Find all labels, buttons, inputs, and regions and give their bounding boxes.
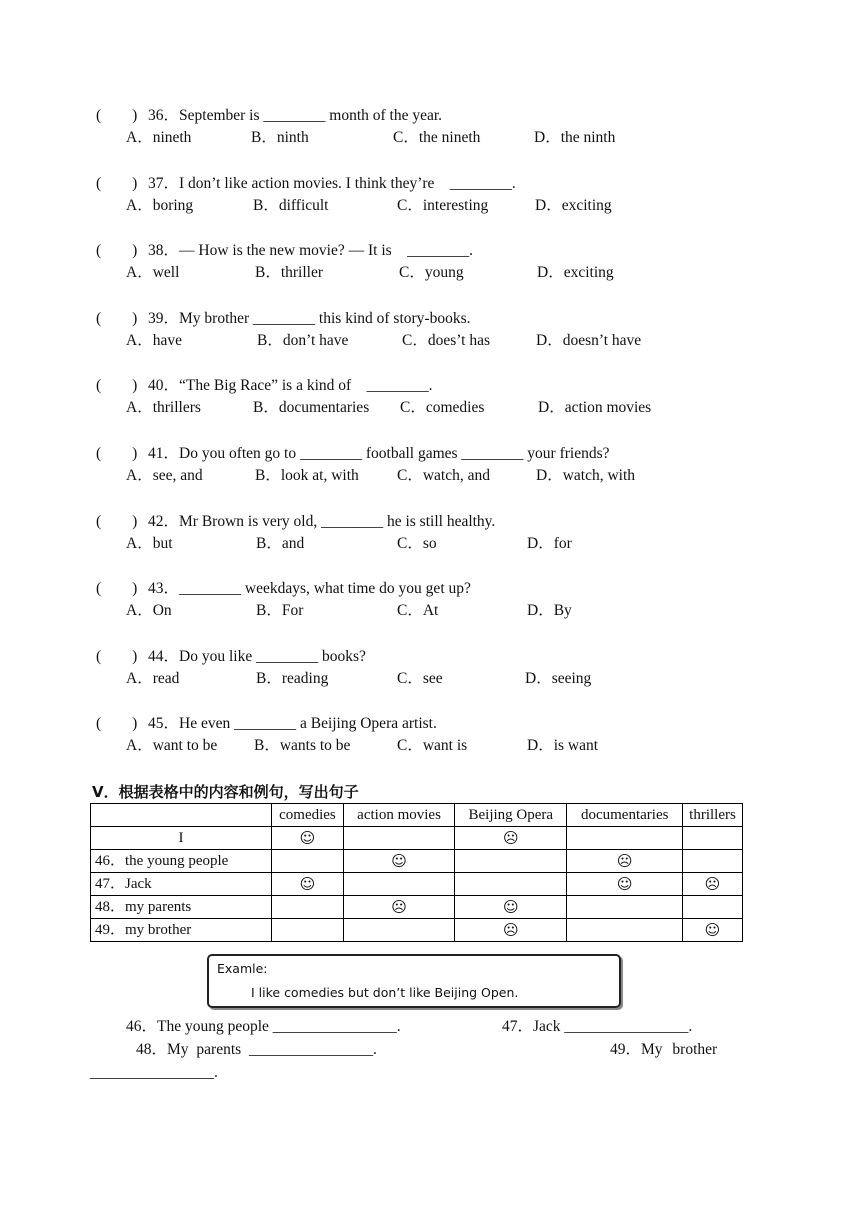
answer-bracket[interactable]: ( ) xyxy=(96,175,138,192)
answer-blank-49[interactable]: ________________. xyxy=(90,1064,218,1081)
row-label: 49．my brother xyxy=(91,919,272,942)
section-title: Ⅴ．根据表格中的内容和例句，写出句子 xyxy=(92,783,359,801)
question-text: — How is the new movie? — It is ________. xyxy=(179,242,474,259)
option-a[interactable]: A．thrillers xyxy=(126,399,201,416)
table-cell xyxy=(271,850,343,873)
example-title: Examle: xyxy=(217,961,268,976)
answer-bracket[interactable]: ( ) xyxy=(96,513,138,530)
question-item xyxy=(96,240,796,284)
option-c[interactable]: C．comedies xyxy=(400,399,485,416)
answer-bracket[interactable]: ( ) xyxy=(96,715,138,732)
row-label: 46．the young people xyxy=(91,850,272,873)
question-text: “The Big Race” is a kind of ________. xyxy=(179,377,433,394)
table-cell: ☹ xyxy=(567,850,683,873)
question-item xyxy=(96,105,796,149)
options-row xyxy=(96,195,796,217)
table-cell xyxy=(567,827,683,850)
option-a[interactable]: A．boring xyxy=(126,197,194,214)
question-number: 37． xyxy=(148,175,180,192)
table-cell xyxy=(455,873,567,896)
answer-bracket[interactable]: ( ) xyxy=(96,310,138,327)
row-label: 47．Jack xyxy=(91,873,272,896)
table-cell: ☺ xyxy=(271,827,343,850)
table-cell xyxy=(567,919,683,942)
question-number: 44． xyxy=(148,648,180,665)
question-number: 41． xyxy=(148,445,180,462)
option-a[interactable]: A．see, and xyxy=(126,467,203,484)
question-line xyxy=(96,375,796,397)
question-number: 38． xyxy=(148,242,180,259)
options-row xyxy=(96,668,796,690)
option-d[interactable]: D．the ninth xyxy=(534,129,616,146)
table-cell: ☺ xyxy=(567,873,683,896)
table-cell xyxy=(567,896,683,919)
options-row xyxy=(96,600,796,622)
option-c[interactable]: C．watch, and xyxy=(397,467,490,484)
option-a[interactable]: A．read xyxy=(126,670,180,687)
row-label: 48．my parents xyxy=(91,896,272,919)
table-row xyxy=(91,850,743,873)
question-text: Do you often go to ________ football games ________ your friends? xyxy=(179,445,610,462)
option-a[interactable]: A．On xyxy=(126,602,172,619)
option-d[interactable]: D．exciting xyxy=(537,264,614,281)
option-b[interactable]: B．look at, with xyxy=(255,467,359,484)
options-row xyxy=(96,533,796,555)
option-d[interactable]: D．is want xyxy=(527,737,599,754)
table-cell: ☺ xyxy=(683,919,743,942)
option-a[interactable]: A．but xyxy=(126,535,173,552)
table-cell xyxy=(271,896,343,919)
option-b[interactable]: B．wants to be xyxy=(254,737,351,754)
table-header-cell: thrillers xyxy=(683,804,743,827)
answer-line-49: 49．My brother xyxy=(610,1041,718,1058)
table-header-cell: documentaries xyxy=(567,804,683,827)
table-cell: ☺ xyxy=(271,873,343,896)
question-line xyxy=(96,578,796,600)
question-text: He even ________ a Beijing Opera artist. xyxy=(179,715,437,732)
question-text: My brother ________ this kind of story-books. xyxy=(179,310,471,327)
table-cell xyxy=(271,919,343,942)
question-number: 40． xyxy=(148,377,180,394)
table-cell: ☹ xyxy=(455,827,567,850)
table-row xyxy=(91,827,743,850)
answer-bracket[interactable]: ( ) xyxy=(96,107,138,124)
option-c[interactable]: C．see xyxy=(397,670,443,687)
answer-bracket[interactable]: ( ) xyxy=(96,242,138,259)
options-row xyxy=(96,465,796,487)
option-c[interactable]: C．so xyxy=(397,535,437,552)
table-cell xyxy=(683,827,743,850)
table-cell: ☹ xyxy=(455,919,567,942)
option-b[interactable]: B．reading xyxy=(256,670,329,687)
question-text: ________ weekdays, what time do you get up? xyxy=(179,580,471,597)
table-row xyxy=(91,873,743,896)
table-cell: ☹ xyxy=(343,896,454,919)
question-item xyxy=(96,375,796,419)
question-text: I don’t like action movies. I think they’re ________. xyxy=(179,175,516,192)
option-d[interactable]: D．action movies xyxy=(538,399,652,416)
table-cell xyxy=(343,919,454,942)
table-header-cell: Beijing Opera xyxy=(455,804,567,827)
question-number: 36． xyxy=(148,107,180,124)
table-cell: ☺ xyxy=(455,896,567,919)
options-row xyxy=(96,262,796,284)
table-cell xyxy=(343,827,454,850)
preference-table xyxy=(90,803,743,942)
option-c[interactable]: C．At xyxy=(397,602,439,619)
option-a[interactable]: A．nineth xyxy=(126,129,192,146)
option-b[interactable]: B．difficult xyxy=(253,197,329,214)
option-d[interactable]: D．doesn’t have xyxy=(536,332,642,349)
question-line xyxy=(96,646,796,668)
question-text: Mr Brown is very old, ________ he is still healthy. xyxy=(179,513,496,530)
option-a[interactable]: A．want to be xyxy=(126,737,218,754)
question-item xyxy=(96,308,796,352)
question-line xyxy=(96,308,796,330)
question-number: 42． xyxy=(148,513,180,530)
option-b[interactable]: B．ninth xyxy=(251,129,309,146)
option-c[interactable]: C．does’t has xyxy=(402,332,490,349)
question-text: September is ________ month of the year. xyxy=(179,107,443,124)
question-number: 45． xyxy=(148,715,180,732)
options-row xyxy=(96,127,796,149)
row-label: I xyxy=(91,827,272,850)
answer-line-46[interactable]: 46．The young people ________________. xyxy=(126,1018,401,1035)
table-cell xyxy=(343,873,454,896)
table-header-cell: comedies xyxy=(271,804,343,827)
question-line xyxy=(96,240,796,262)
answer-bracket[interactable]: ( ) xyxy=(96,445,138,462)
table-row xyxy=(91,896,743,919)
example-box xyxy=(207,954,621,1008)
option-b[interactable]: B．documentaries xyxy=(253,399,370,416)
answer-bracket[interactable]: ( ) xyxy=(96,377,138,394)
option-a[interactable]: A．have xyxy=(126,332,182,349)
table-cell: ☹ xyxy=(683,873,743,896)
option-d[interactable]: D．seeing xyxy=(525,670,592,687)
question-text: Do you like ________ books? xyxy=(179,648,366,665)
answer-line-47[interactable]: 47．Jack ________________. xyxy=(502,1018,693,1035)
answer-bracket[interactable]: ( ) xyxy=(96,580,138,597)
option-d[interactable]: D．watch, with xyxy=(536,467,636,484)
question-line xyxy=(96,105,796,127)
question-line xyxy=(96,511,796,533)
option-b[interactable]: B．For xyxy=(256,602,304,619)
question-item xyxy=(96,443,796,487)
options-row xyxy=(96,397,796,419)
question-line xyxy=(96,713,796,735)
option-c[interactable]: C．interesting xyxy=(397,197,489,214)
option-d[interactable]: D．exciting xyxy=(535,197,612,214)
answer-line-48[interactable]: 48．My parents ________________. xyxy=(136,1041,377,1058)
option-b[interactable]: B．don’t have xyxy=(257,332,349,349)
question-item xyxy=(96,511,796,555)
example-sentence: I like comedies but don’t like Beijing Open. xyxy=(251,985,519,1000)
question-item xyxy=(96,713,796,757)
option-c[interactable]: C．the nineth xyxy=(393,129,481,146)
table-cell xyxy=(455,850,567,873)
option-d[interactable]: D．By xyxy=(527,602,572,619)
option-a[interactable]: A．well xyxy=(126,264,180,281)
question-number: 39． xyxy=(148,310,180,327)
table-cell xyxy=(683,850,743,873)
table-header-cell: action movies xyxy=(343,804,454,827)
question-item xyxy=(96,173,796,217)
option-d[interactable]: D．for xyxy=(527,535,572,552)
table-header-cell xyxy=(91,804,272,827)
table-row xyxy=(91,919,743,942)
question-line xyxy=(96,443,796,465)
option-c[interactable]: C．want is xyxy=(397,737,468,754)
option-b[interactable]: B．thriller xyxy=(255,264,324,281)
table-cell: ☺ xyxy=(343,850,454,873)
table-header-row xyxy=(91,804,743,827)
options-row xyxy=(96,330,796,352)
answer-bracket[interactable]: ( ) xyxy=(96,648,138,665)
option-c[interactable]: C．young xyxy=(399,264,464,281)
option-b[interactable]: B．and xyxy=(256,535,305,552)
question-item xyxy=(96,646,796,690)
question-line xyxy=(96,173,796,195)
options-row xyxy=(96,735,796,757)
question-item xyxy=(96,578,796,622)
table-cell xyxy=(683,896,743,919)
question-number: 43． xyxy=(148,580,180,597)
